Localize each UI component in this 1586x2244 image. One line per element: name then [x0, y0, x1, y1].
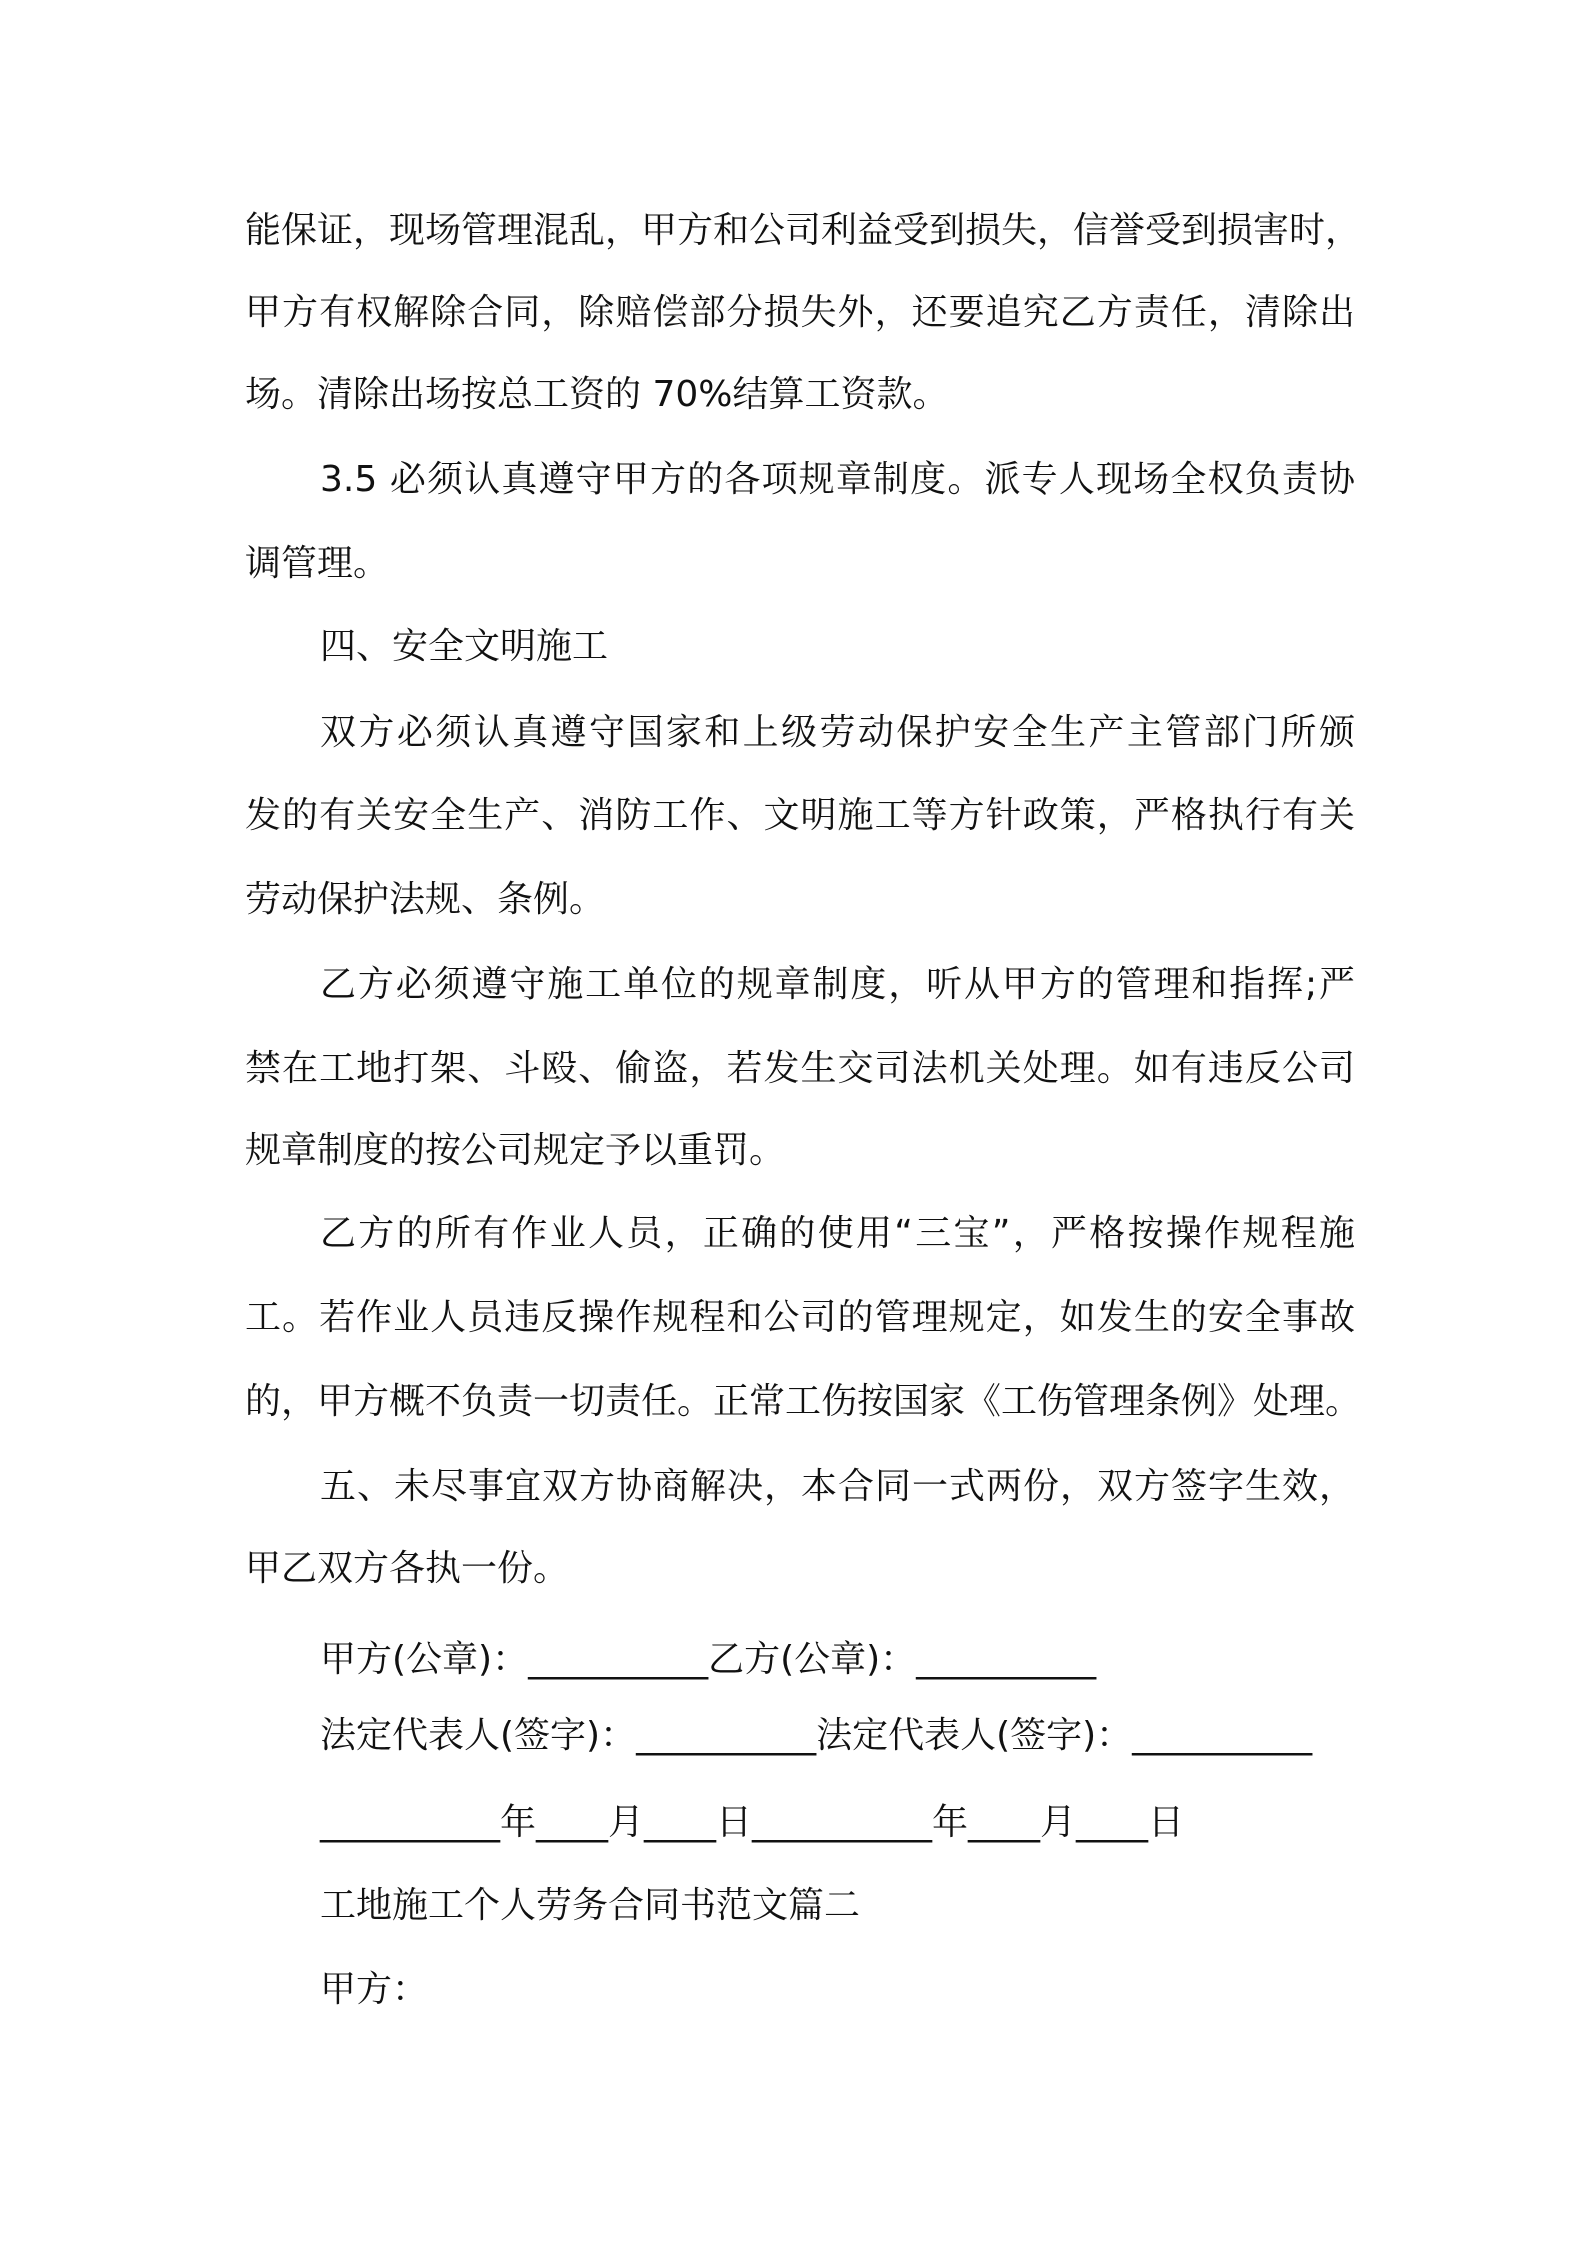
paragraph-line: 3.5 必须认真遵守甲方的各项规章制度。派专人现场全权负责协: [320, 459, 1355, 500]
paragraph-line: 调管理。: [245, 543, 390, 584]
paragraph-line: 双方必须认真遵守国家和上级劳动保护安全生产主管部门所颁: [320, 712, 1355, 753]
paragraph-line: 的，甲方概不负责一切责任。正常工伤按国家《工伤管理条例》处理。: [245, 1381, 1362, 1422]
signature-date-line: __________年____月____日__________年____月____日: [320, 1802, 1184, 1843]
paragraph-line: 乙方的所有作业人员，正确的使用“三宝”，严格按操作规程施: [320, 1213, 1355, 1254]
paragraph-line: 规章制度的按公司规定予以重罚。: [245, 1130, 786, 1171]
paragraph-line: 能保证，现场管理混乱，甲方和公司利益受到损失，信誉受到损害时，: [245, 210, 1362, 251]
section-title: 工地施工个人劳务合同书范文篇二: [320, 1885, 861, 1926]
signature-seal-line: 甲方(公章)：__________乙方(公章)：__________: [320, 1639, 1097, 1680]
paragraph-line: 甲方有权解除合同，除赔偿部分损失外，还要追究乙方责任，清除出: [245, 292, 1355, 333]
paragraph-line: 场。清除出场按总工资的 70%结算工资款。: [245, 374, 949, 415]
paragraph-line: 甲乙双方各执一份。: [245, 1548, 570, 1589]
section-heading: 四、安全文明施工: [320, 626, 609, 667]
paragraph-line: 禁在工地打架、斗殴、偷盗，若发生交司法机关处理。如有违反公司: [245, 1048, 1355, 1089]
signature-representative-line: 法定代表人(签字)：__________法定代表人(签字)：__________: [320, 1715, 1313, 1756]
paragraph-line: 乙方必须遵守施工单位的规章制度，听从甲方的管理和指挥;严: [320, 964, 1355, 1005]
paragraph-line: 五、未尽事宜双方协商解决，本合同一式两份，双方签字生效，: [320, 1466, 1355, 1507]
party-a-label: 甲方：: [320, 1969, 429, 2010]
paragraph-line: 发的有关安全生产、消防工作、文明施工等方针政策，严格执行有关: [245, 795, 1355, 836]
paragraph-line: 劳动保护法规、条例。: [245, 879, 606, 920]
paragraph-line: 工。若作业人员违反操作规程和公司的管理规定，如发生的安全事故: [245, 1297, 1355, 1338]
